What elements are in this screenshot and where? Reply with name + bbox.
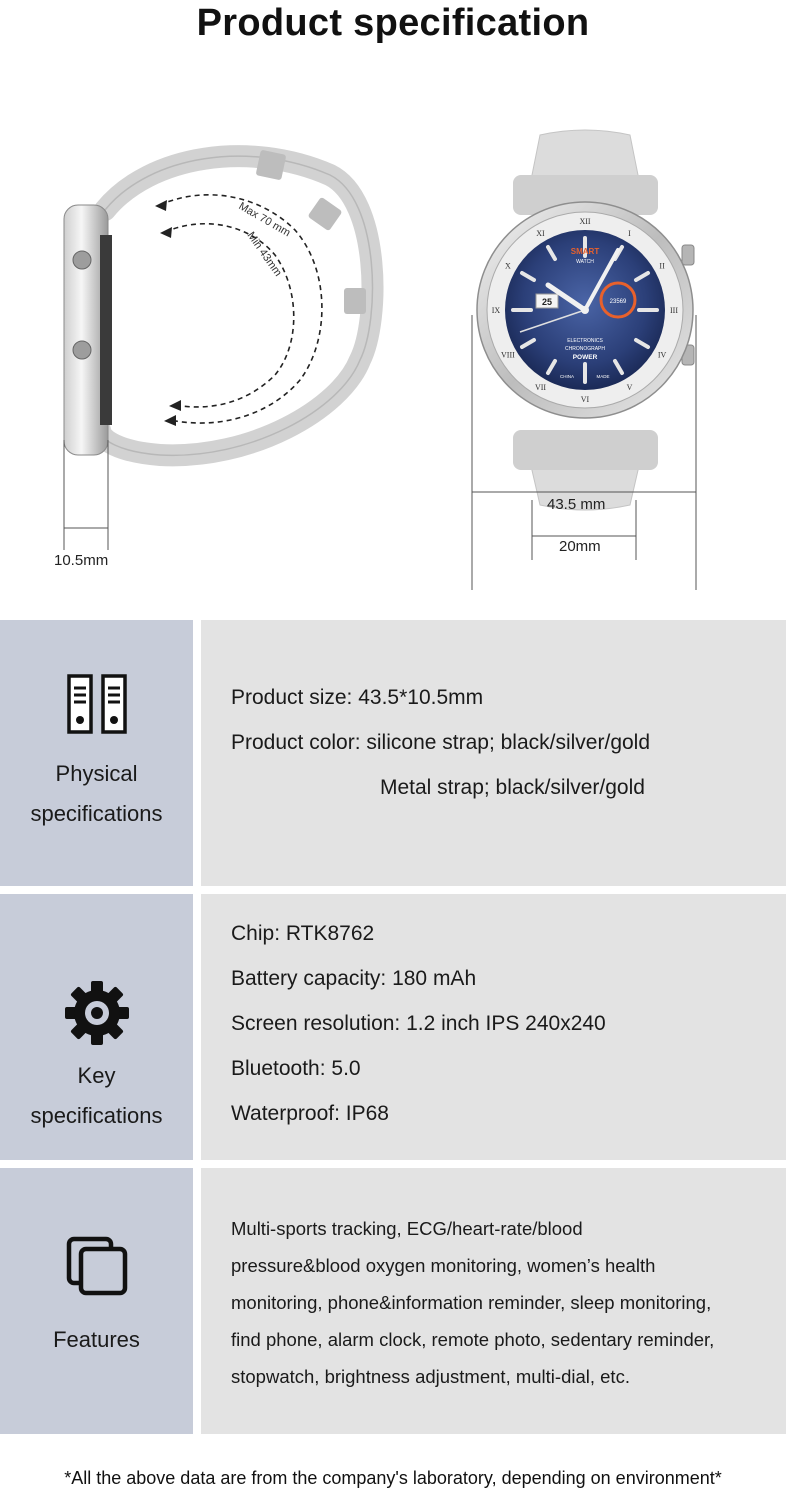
product-size: Product size: 43.5*10.5mm [231, 686, 484, 709]
dial-brand-2: WATCH [576, 259, 594, 265]
strap-max-label: Max 70 mm [236, 200, 293, 240]
strap-width-label: 20mm [559, 538, 601, 555]
thickness-label: 10.5mm [54, 552, 109, 569]
bezel-numeral: VII [534, 383, 547, 393]
watch-illustration [0, 60, 786, 620]
bezel-numeral: I [628, 228, 631, 238]
copy-icon [0, 1234, 193, 1298]
feature-line-4: find phone, alarm clock, remote photo, sedentary reminder, [231, 1329, 715, 1350]
dial-text-1: ELECTRONICS [567, 338, 603, 344]
physical-label-1: Physical [55, 761, 138, 786]
feature-line-5: stopwatch, brightness adjustment, multi-dial, etc. [231, 1366, 630, 1387]
spec-battery: Battery capacity: 180 mAh [231, 967, 477, 990]
physical-spec-row [0, 620, 786, 886]
dial-text-5: MADE [596, 374, 610, 379]
physical-label-2: specifications [30, 801, 163, 826]
dial-date: 25 [541, 297, 553, 307]
side-view-watch [64, 150, 372, 550]
key-label-1: Key [77, 1063, 116, 1088]
feature-line-3: monitoring, phone&information reminder, sleep monitoring, [231, 1292, 712, 1313]
dial-steps: 23569 [609, 299, 627, 305]
product-diagram [0, 60, 786, 620]
features-label-panel [0, 1168, 193, 1434]
bezel-numeral: IV [657, 350, 667, 360]
bezel-numeral: III [670, 306, 678, 315]
key-label-2: specifications [30, 1103, 163, 1128]
dial-brand-1: SMART [570, 247, 600, 256]
feature-line-1: Multi-sports tracking, ECG/heart-rate/blood [231, 1218, 583, 1239]
features-row [0, 1168, 786, 1434]
bezel-numeral: X [505, 261, 511, 271]
spec-bluetooth: Bluetooth: 5.0 [231, 1057, 361, 1080]
spec-screen: Screen resolution: 1.2 inch IPS 240x240 [231, 1012, 606, 1035]
dial-text-2: CHRONOGRAPH [564, 346, 606, 352]
features-label: Features [53, 1327, 140, 1352]
bezel-numeral: VIII [501, 350, 515, 360]
dial-text-4: CHINA [559, 374, 575, 379]
metal-strap: Metal strap; black/silver/gold [380, 776, 645, 799]
diameter-label: 43.5 mm [547, 496, 606, 513]
gear-icon [0, 980, 193, 1046]
physical-spec-label-panel [0, 620, 193, 886]
bezel-numeral: IX [491, 306, 501, 315]
feature-line-2: pressure&blood oxygen monitoring, women’s health [231, 1255, 656, 1276]
dial-text-3: POWER [572, 354, 598, 361]
document-icon [0, 672, 193, 738]
bezel-numeral: VI [580, 395, 590, 404]
bezel-numeral: XII [579, 217, 591, 226]
bezel-numeral: XI [536, 228, 545, 238]
spec-waterproof: Waterproof: IP68 [231, 1102, 389, 1125]
spec-chip: Chip: RTK8762 [231, 922, 375, 945]
product-color: Product color: silicone strap; black/silver/gold [231, 731, 651, 754]
bezel-numeral: II [659, 261, 665, 271]
page-title: Product specification [196, 2, 590, 44]
strap-min-label: Min 43mm [244, 229, 284, 279]
footnote: *All the above data are from the company's laboratory, depending on environment* [64, 1468, 722, 1488]
key-spec-row [0, 894, 786, 1160]
bezel-numeral: V [626, 383, 633, 393]
